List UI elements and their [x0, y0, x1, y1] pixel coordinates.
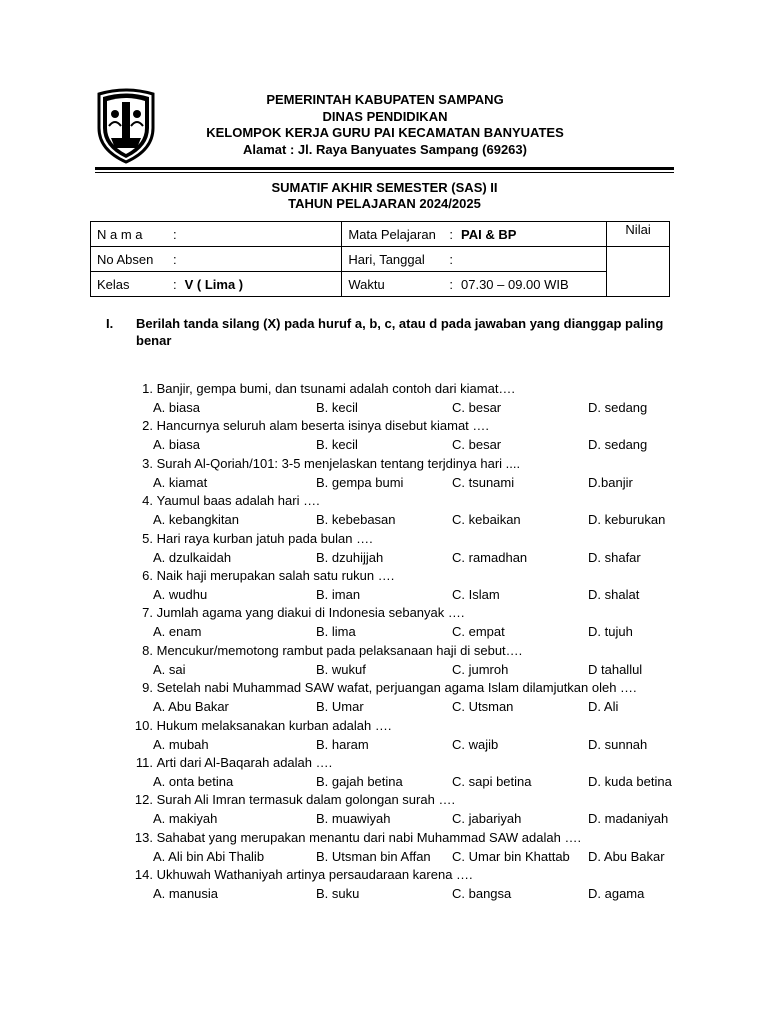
question-line — [126, 754, 332, 771]
question-number: 8. — [142, 642, 153, 658]
option-a[interactable]: A. enam — [153, 624, 202, 640]
question-item — [126, 717, 686, 754]
option-d[interactable]: D. shalat — [588, 586, 640, 602]
question-number: 12. — [134, 792, 153, 808]
option-b[interactable]: B. kecil — [316, 437, 358, 453]
option-b[interactable]: B. muawiyah — [316, 811, 391, 827]
option-c[interactable]: C. Umar bin Khattab — [452, 848, 570, 864]
option-c[interactable]: C. Islam — [452, 586, 500, 602]
question-line — [126, 380, 515, 397]
exam-title-line-1: SUMATIF AKHIR SEMESTER (SAS) II — [271, 180, 498, 195]
question-item — [126, 567, 686, 604]
kelas-label: Kelas — [97, 276, 130, 292]
question-item — [126, 455, 686, 492]
kelas-value: V ( Lima ) — [184, 276, 244, 292]
hari-tanggal-cell[interactable] — [342, 247, 607, 272]
nama-cell[interactable] — [91, 222, 342, 247]
option-a[interactable]: A. biasa — [153, 437, 200, 453]
header-line-2: DINAS PENDIDIKAN — [322, 108, 448, 124]
nama-label: N a m a — [97, 226, 143, 242]
question-text: Surah Ali Imran termasuk dalam golongan surah …. — [156, 792, 456, 808]
question-text: Surah Al-Qoriah/101: 3-5 menjelaskan tentang terjdinya hari .... — [156, 455, 521, 471]
question-text: Yaumul baas adalah hari …. — [156, 493, 320, 509]
option-c[interactable]: C. jumroh — [452, 661, 509, 677]
waktu-colon: : — [449, 276, 453, 292]
question-number: 13. — [134, 829, 153, 845]
question-item — [126, 754, 686, 791]
student-info-table — [90, 221, 670, 297]
question-item — [126, 866, 686, 903]
question-text: Naik haji merupakan salah satu rukun …. — [156, 567, 395, 583]
hari-tanggal-colon: : — [449, 251, 453, 267]
option-d[interactable]: D. keburukan — [588, 512, 666, 528]
nama-colon: : — [173, 226, 177, 242]
kelas-colon: : — [173, 276, 177, 292]
exam-title — [95, 180, 674, 212]
question-number: 5. — [142, 530, 153, 546]
question-line — [126, 791, 455, 808]
option-d[interactable]: D tahallul — [588, 661, 643, 677]
option-a[interactable]: A. manusia — [153, 886, 219, 902]
question-number: 7. — [142, 605, 153, 621]
waktu-cell — [342, 272, 607, 297]
question-number: 3. — [142, 455, 153, 471]
section-instruction — [106, 316, 672, 349]
option-a[interactable]: A. wudhu — [153, 586, 208, 602]
option-b[interactable]: B. dzuhijjah — [316, 549, 384, 565]
kelas-cell — [91, 272, 342, 297]
option-a[interactable]: A. sai — [153, 661, 186, 677]
no-absen-colon: : — [173, 251, 177, 267]
mapel-colon: : — [449, 226, 453, 242]
question-text: Jumlah agama yang diakui di Indonesia sebanyak …. — [156, 605, 465, 621]
question-item — [126, 380, 686, 417]
option-a[interactable]: A. Abu Bakar — [153, 699, 229, 715]
question-line — [126, 679, 637, 696]
question-item — [126, 530, 686, 567]
option-c[interactable]: C. ramadhan — [452, 549, 528, 565]
question-number: 10. — [134, 717, 153, 733]
nilai-header-cell — [607, 222, 670, 247]
nilai-label: Nilai — [625, 222, 651, 237]
no-absen-label: No Absen — [97, 251, 154, 267]
option-c[interactable]: C. Utsman — [452, 699, 514, 715]
regency-emblem-logo — [93, 88, 159, 164]
hari-tanggal-label: Hari, Tanggal — [348, 251, 425, 267]
option-d[interactable]: D. tujuh — [588, 624, 633, 640]
question-line — [126, 717, 391, 734]
question-list — [126, 380, 686, 903]
option-a[interactable]: A. mubah — [153, 736, 209, 752]
question-line — [126, 492, 320, 509]
question-number: 9. — [142, 680, 153, 696]
question-item — [126, 829, 686, 866]
header-line-1: PEMERINTAH KABUPATEN SAMPANG — [266, 92, 504, 107]
question-number: 6. — [142, 567, 153, 583]
option-a[interactable]: A. biasa — [153, 400, 200, 415]
option-b[interactable]: B. suku — [316, 886, 360, 902]
option-b[interactable]: B. haram — [316, 736, 369, 752]
no-absen-cell[interactable] — [91, 247, 342, 272]
question-number: 2. — [142, 418, 153, 434]
option-a[interactable]: A. makiyah — [153, 811, 218, 827]
question-text: Banjir, gempa bumi, dan tsunami adalah contoh dari kiamat…. — [156, 381, 516, 396]
option-b[interactable]: B. kebebasan — [316, 512, 396, 528]
option-c[interactable]: C. jabariyah — [452, 811, 522, 827]
question-line — [126, 455, 520, 472]
option-b[interactable]: B. gempa bumi — [316, 474, 404, 490]
question-item — [126, 642, 686, 679]
question-line — [126, 530, 373, 547]
header-address: Alamat : Jl. Raya Banyuates Sampang (69263) — [243, 141, 527, 157]
question-number: 1. — [142, 381, 153, 396]
header-line-3: KELOMPOK KERJA GURU PAI KECAMATAN BANYUATES — [206, 125, 564, 140]
option-d[interactable]: D. Ali — [588, 699, 619, 715]
question-line — [126, 604, 464, 621]
question-item — [126, 492, 686, 529]
question-text: Hukum melaksanakan kurban adalah …. — [156, 717, 392, 733]
question-item — [126, 791, 686, 828]
option-d[interactable]: D. shafar — [588, 549, 641, 565]
option-b[interactable]: B. iman — [316, 586, 361, 602]
question-text: Sahabat yang merupakan menantu dari nabi Muhammad SAW adalah …. — [156, 829, 582, 845]
option-d[interactable]: D. sedang — [588, 437, 648, 453]
question-line — [126, 642, 522, 659]
section-number: I. — [106, 316, 114, 331]
option-b[interactable]: B. gajah betina — [316, 773, 403, 789]
question-text: Hari raya kurban jatuh pada bulan …. — [156, 530, 373, 546]
exam-title-line-2: TAHUN PELAJARAN 2024/2025 — [288, 196, 481, 211]
question-line — [126, 829, 581, 846]
question-line — [126, 417, 489, 434]
option-d[interactable]: D. agama — [588, 886, 645, 902]
option-c[interactable]: C. sapi betina — [452, 773, 532, 789]
option-c[interactable]: C. tsunami — [452, 474, 515, 490]
waktu-value: 07.30 – 09.00 WIB — [461, 276, 569, 292]
option-d[interactable]: D. kuda betina — [588, 773, 672, 789]
question-item — [126, 417, 686, 454]
option-c[interactable]: C. besar — [452, 437, 502, 453]
option-b[interactable]: B. Umar — [316, 699, 364, 715]
mapel-label: Mata Pelajaran — [348, 226, 436, 242]
option-a[interactable]: A. dzulkaidah — [153, 549, 232, 565]
mapel-cell — [342, 222, 607, 247]
option-c[interactable]: C. empat — [452, 624, 505, 640]
header-divider-thin — [95, 172, 674, 173]
nilai-score-cell[interactable] — [607, 247, 670, 297]
mapel-value: PAI & BP — [461, 226, 517, 242]
header-divider-thick — [95, 167, 674, 170]
option-a[interactable]: A. onta betina — [153, 773, 234, 789]
question-line — [126, 567, 394, 584]
question-line — [126, 866, 473, 883]
option-c[interactable]: C. bangsa — [452, 886, 512, 902]
option-c[interactable]: C. besar — [452, 400, 502, 415]
option-c[interactable]: C. kebaikan — [452, 512, 521, 528]
option-d[interactable]: D. sedang — [588, 400, 648, 415]
question-text: Mencukur/memotong rambut pada pelaksanaan haji di sebut…. — [156, 642, 523, 658]
option-c[interactable]: C. wajib — [452, 736, 499, 752]
question-number: 14. — [134, 867, 153, 883]
letterhead — [160, 92, 610, 158]
option-a[interactable]: A. Ali bin Abi Thalib — [153, 848, 265, 864]
question-text: Arti dari Al-Baqarah adalah …. — [156, 754, 333, 770]
waktu-label: Waktu — [348, 276, 385, 292]
option-b[interactable]: B. lima — [316, 624, 356, 640]
option-b[interactable]: B. wukuf — [316, 661, 366, 677]
option-d[interactable]: D. sunnah — [588, 736, 648, 752]
option-a[interactable]: A. kebangkitan — [153, 512, 240, 528]
question-number: 11. — [135, 754, 153, 770]
option-a[interactable]: A. kiamat — [153, 474, 208, 490]
instruction-text: Berilah tanda silang (X) pada huruf a, b, c, atau d pada jawaban yang dianggap paling benar — [136, 316, 664, 348]
question-text: Ukhuwah Wathaniyah artinya persaudaraan karena …. — [156, 867, 473, 883]
question-number: 4. — [142, 493, 153, 509]
option-d[interactable]: D.banjir — [588, 474, 633, 490]
option-b[interactable]: B. kecil — [316, 400, 358, 415]
option-b[interactable]: B. Utsman bin Affan — [316, 848, 431, 864]
option-d[interactable]: D. Abu Bakar — [588, 848, 665, 864]
question-text: Setelah nabi Muhammad SAW wafat, perjuangan agama Islam dilamjutkan oleh …. — [156, 680, 637, 696]
option-d[interactable]: D. madaniyah — [588, 811, 669, 827]
question-item — [126, 604, 686, 641]
question-text: Hancurnya seluruh alam beserta isinya disebut kiamat …. — [156, 418, 490, 434]
question-item — [126, 679, 686, 716]
